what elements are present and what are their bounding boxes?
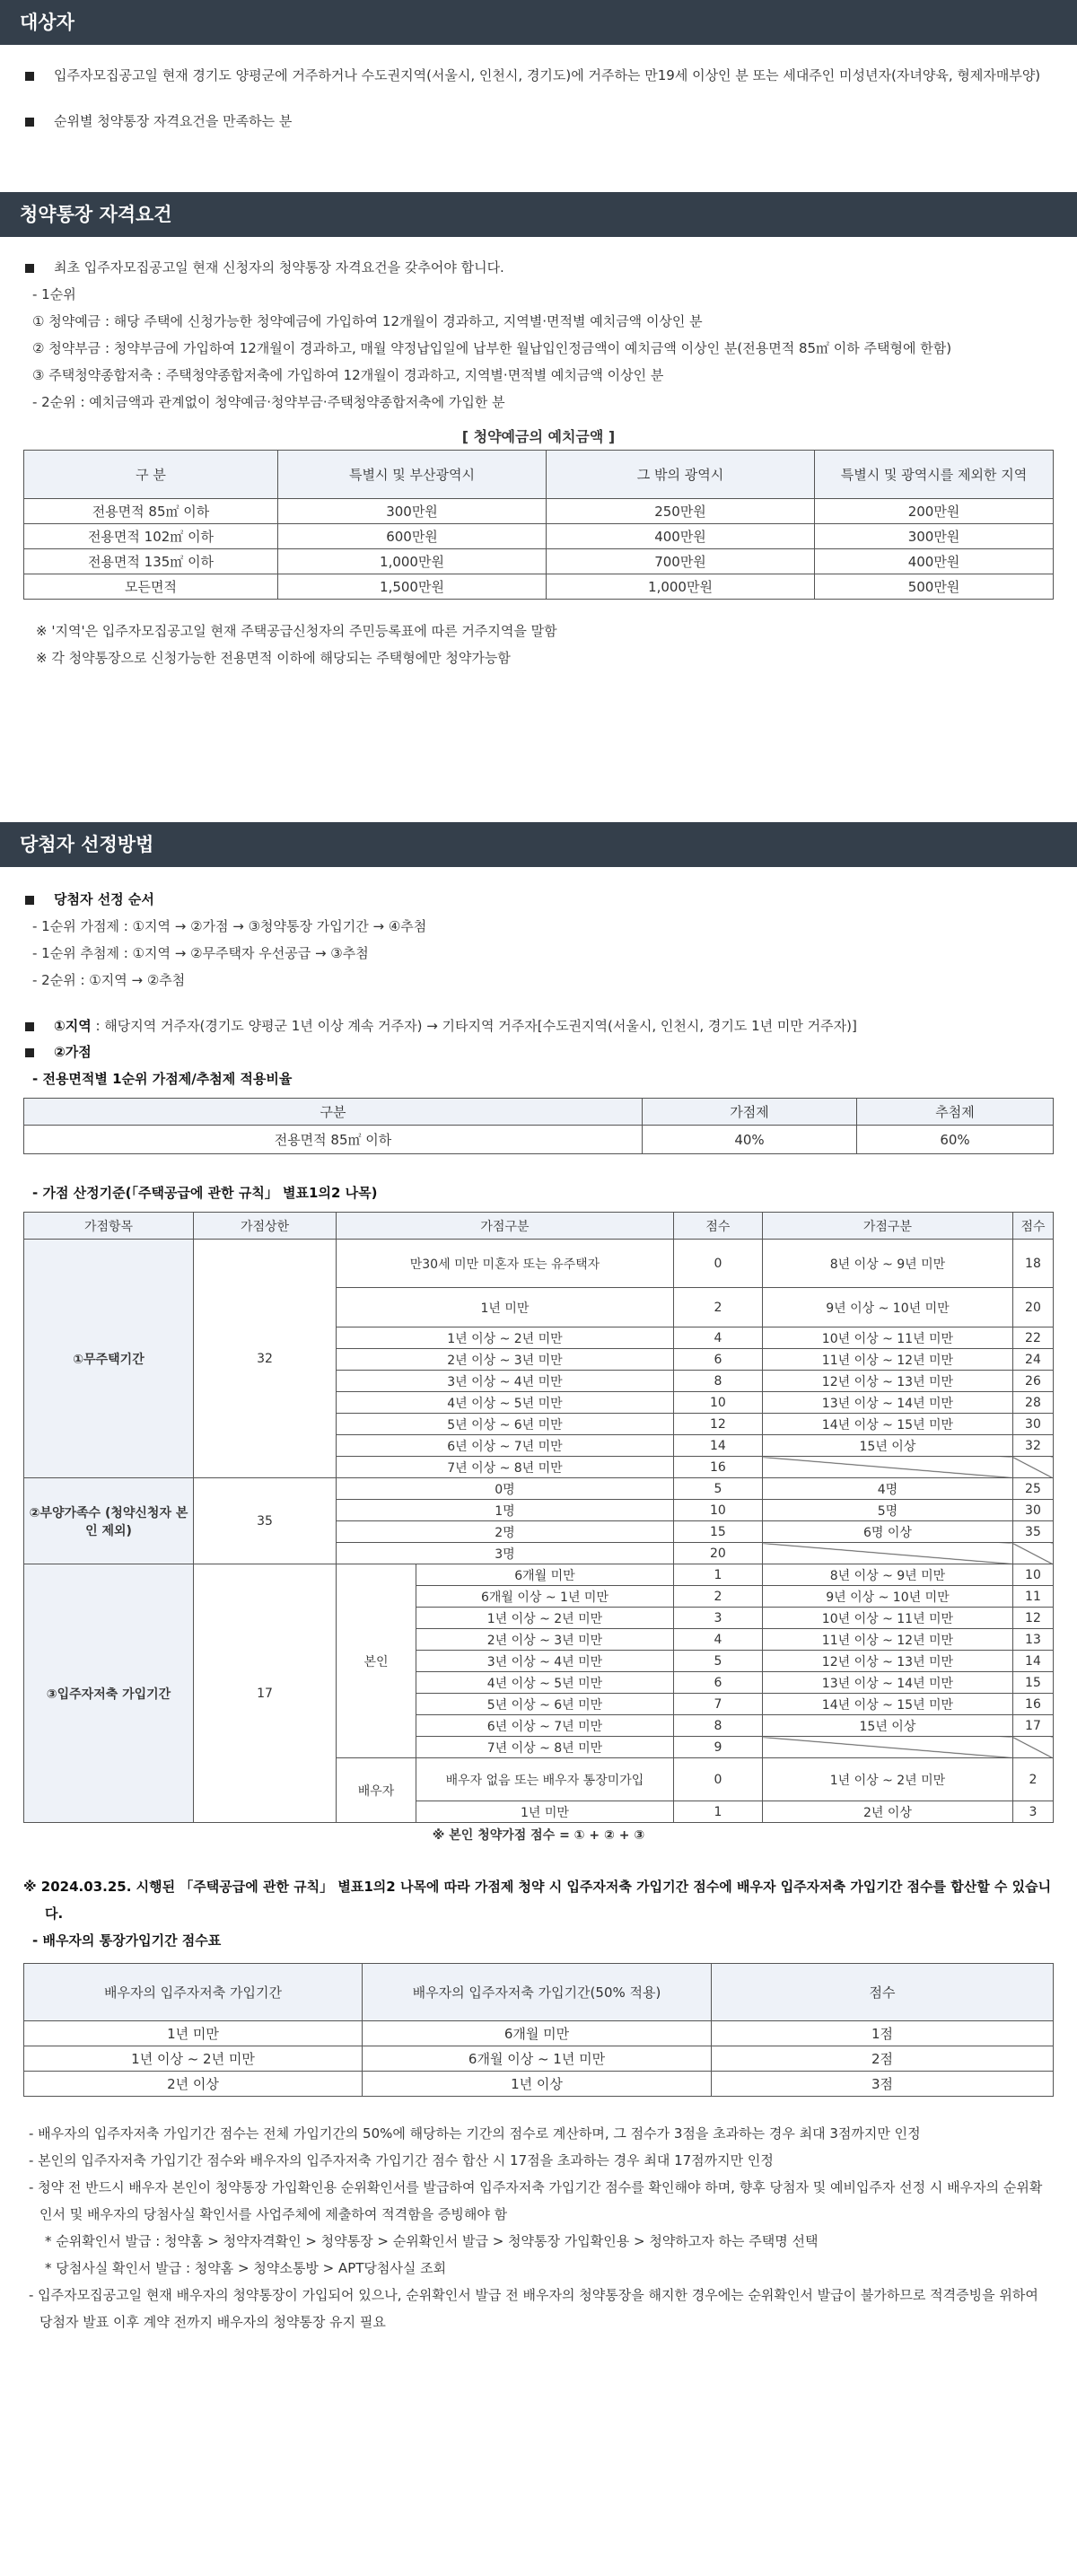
order-line-1: - 1순위 가점제 : ①지역 → ②가점 → ③청약통장 가입기간 → ④추첨 (32, 918, 427, 934)
score-range: 15년 이상 (762, 1435, 1012, 1457)
score-range: 만30세 미만 미혼자 또는 유주택자 (337, 1240, 674, 1288)
deposit-cell: 모든면적 (24, 574, 278, 600)
score-points: 1 (673, 1801, 762, 1823)
account-note-2: ※ 각 청약통장으로 신청가능한 전용면적 이하에 해당되는 주택형에만 청약가능함 (36, 650, 511, 666)
region-label: ①지역 (54, 1018, 92, 1034)
deposit-table-title: [ 청약예금의 예치금액 ] (461, 428, 616, 445)
score-range: 2명 (337, 1521, 674, 1543)
score-points: 6 (673, 1672, 762, 1694)
empty-cell (762, 1737, 1012, 1758)
score-range: 배우자 없음 또는 배우자 통장미가입 (416, 1758, 674, 1801)
account-note-1: ※ '지역'은 입주자모집공고일 현재 주택공급신청자의 주민등록표에 따른 거주지역을 말함 (36, 623, 557, 639)
score-range: 2년 이상 ~ 3년 미만 (337, 1349, 674, 1371)
score-max: 35 (194, 1478, 337, 1564)
score-header: 점수 (1012, 1213, 1053, 1240)
deposit-cell: 전용면적 135㎡ 이하 (24, 549, 278, 574)
deposit-row (24, 499, 1054, 524)
deposit-cell: 200만원 (815, 499, 1054, 524)
score-points: 20 (1012, 1288, 1053, 1327)
score-range: 10년 이상 ~ 11년 미만 (762, 1608, 1012, 1629)
score-item-label: ②부양가족수 (청약신청자 본인 제외) (24, 1478, 194, 1564)
score-table (23, 1212, 1054, 1846)
score-points: 4 (673, 1629, 762, 1651)
deposit-cell: 전용면적 85㎡ 이하 (24, 499, 278, 524)
target-bullet-1: 입주자모집공고일 현재 경기도 양평군에 거주하거나 수도권지역(서울시, 인천시, 경기도)에 거주하는 만19세 이상인 분 또는 세대주인 미성년자(자녀양육, 형제자매부양) (23, 63, 1054, 89)
deposit-cell: 1,500만원 (278, 574, 547, 600)
score-range: 1년 이상 ~ 2년 미만 (762, 1758, 1012, 1801)
footnote-1: - 배우자의 입주자저축 가입기간 점수는 전체 가입기간의 50%에 해당하는 기간의 점수로 계산하며, 그 점수가 3점을 초과하는 경우 최대 3점까지만 인정 (29, 2125, 921, 2142)
spouse-header: 점수 (712, 1963, 1054, 2020)
score-points: 5 (673, 1478, 762, 1500)
ratio-cell: 전용면적 85㎡ 이하 (24, 1126, 643, 1154)
account-line-1: - 1순위 (32, 286, 76, 302)
score-points: 17 (1012, 1715, 1053, 1737)
spouse-table-caption: - 배우자의 통장가입기간 점수표 (32, 1932, 222, 1949)
score-points: 4 (673, 1327, 762, 1349)
score-points: 14 (1012, 1651, 1053, 1672)
spouse-cell: 2년 이상 (24, 2071, 363, 2096)
score-points: 7 (673, 1694, 762, 1715)
deposit-header: 구 분 (24, 451, 278, 499)
score-range: 3명 (337, 1543, 674, 1564)
ratio-caption: - 전용면적별 1순위 가점제/추첨제 적용비율 (32, 1071, 293, 1087)
ratio-cell: 40% (643, 1126, 857, 1154)
empty-cell (762, 1457, 1012, 1478)
score-subgroup: 본인 (337, 1564, 416, 1758)
score-range: 9년 이상 ~ 10년 미만 (762, 1586, 1012, 1608)
spouse-cell: 1년 이상 (363, 2071, 712, 2096)
score-header: 가점구분 (762, 1213, 1012, 1240)
score-range: 11년 이상 ~ 12년 미만 (762, 1349, 1012, 1371)
deposit-cell: 300만원 (815, 524, 1054, 549)
spouse-header: 배우자의 입주자저축 가입기간(50% 적용) (363, 1963, 712, 2020)
score-row (24, 1240, 1054, 1288)
deposit-cell: 250만원 (547, 499, 815, 524)
account-line-4: ③ 주택청약종합저축 : 주택청약종합저축에 가입하여 12개월이 경과하고, 지역별·면적별 예치금액 이상인 분 (32, 367, 664, 383)
spouse-row (24, 2046, 1054, 2071)
section-selection-body (0, 867, 1077, 2335)
score-item-label: ③입주자저축 가입기간 (24, 1564, 194, 1823)
spouse-note: ※ 2024.03.25. 시행된 「주택공급에 관한 규칙」 별표1의2 나목에 따라 가점제 청약 시 입주자저축 가입기간 점수에 배우자 입주자저축 가입기간 점수를 합산할 수 있습니다. (23, 1878, 1052, 1922)
section-target-body (0, 45, 1077, 192)
score-points: 0 (673, 1758, 762, 1801)
score-points: 24 (1012, 1349, 1053, 1371)
spouse-cell: 1년 미만 (24, 2020, 363, 2046)
score-range: 15년 이상 (762, 1715, 1012, 1737)
deposit-cell: 600만원 (278, 524, 547, 549)
score-points: 30 (1012, 1500, 1053, 1521)
empty-cell (1012, 1457, 1053, 1478)
score-range: 3년 이상 ~ 4년 미만 (337, 1371, 674, 1392)
score-points: 26 (1012, 1371, 1053, 1392)
score-points: 1 (673, 1564, 762, 1586)
section-title-selection: 당첨자 선정방법 (0, 822, 1077, 867)
footnote-3: - 청약 전 반드시 배우자 본인이 청약통장 가입확인용 순위확인서를 발급하여 입주자저축 가입기간 점수를 확인해야 하며, 향후 당첨자 및 예비입주자 선정 시 배우자의 순위확인서 및 배우자의 당첨사실 확인서를 사업주체에 제출하여 적격함을 증빙해야 함 (29, 2178, 1043, 2222)
score-bullet: ②가점 (23, 1039, 1054, 1065)
score-points: 18 (1012, 1240, 1053, 1288)
deposit-cell: 500만원 (815, 574, 1054, 600)
score-header: 가점항목 (24, 1213, 194, 1240)
score-range: 11년 이상 ~ 12년 미만 (762, 1629, 1012, 1651)
score-range: 6개월 이상 ~ 1년 미만 (416, 1586, 674, 1608)
score-range: 13년 이상 ~ 14년 미만 (762, 1672, 1012, 1694)
deposit-row (24, 574, 1054, 600)
account-line-3: ② 청약부금 : 청약부금에 가입하여 12개월이 경과하고, 매월 약정납입일에 납부한 월납입인정금액이 예치금액 이상인 분(전용면적 85㎡ 이하 주택형에 한함) (32, 340, 952, 356)
footnote-4: * 순위확인서 발급 : 청약홈 > 청약자격확인 > 청약통장 > 순위확인서 발급 > 청약통장 가입확인용 > 청약하고자 하는 주택명 선택 (45, 2232, 819, 2249)
score-points: 13 (1012, 1629, 1053, 1651)
score-points: 22 (1012, 1327, 1053, 1349)
score-range: 12년 이상 ~ 13년 미만 (762, 1651, 1012, 1672)
region-text: : 해당지역 거주자(경기도 양평군 1년 이상 계속 거주자) → 기타지역 거주자[수도권지역(서울시, 인천시, 경기도 1년 미만 거주자)] (91, 1018, 857, 1034)
score-points: 6 (673, 1349, 762, 1371)
region-bullet (23, 1013, 1054, 1039)
score-range: 1명 (337, 1500, 674, 1521)
spouse-row (24, 2071, 1054, 2096)
deposit-table (23, 450, 1054, 600)
spouse-footnotes (23, 2120, 1054, 2335)
ratio-header: 추첨제 (857, 1099, 1054, 1126)
score-range: 12년 이상 ~ 13년 미만 (762, 1371, 1012, 1392)
score-range: 5년 이상 ~ 6년 미만 (337, 1414, 674, 1435)
score-range: 6명 이상 (762, 1521, 1012, 1543)
score-points: 25 (1012, 1478, 1053, 1500)
score-points: 32 (1012, 1435, 1053, 1457)
score-row (24, 1564, 1054, 1586)
score-points: 8 (673, 1715, 762, 1737)
score-range: 1년 이상 ~ 2년 미만 (416, 1608, 674, 1629)
ratio-header: 구분 (24, 1099, 643, 1126)
score-points: 16 (1012, 1694, 1053, 1715)
score-points: 28 (1012, 1392, 1053, 1414)
section-account-body (0, 237, 1077, 822)
score-points: 10 (673, 1392, 762, 1414)
deposit-cell: 700만원 (547, 549, 815, 574)
spouse-cell: 2점 (712, 2046, 1054, 2071)
footnote-6: - 입주자모집공고일 현재 배우자의 청약통장이 가입되어 있으나, 순위확인서 발급 전 배우자의 청약통장을 해지한 경우에는 순위확인서 발급이 불가하므로 적격증빙을 위하여 당첨자 발표 이후 계약 전까지 배우자의 청약통장 유지 필요 (29, 2286, 1038, 2330)
score-range: 1년 이상 ~ 2년 미만 (337, 1327, 674, 1349)
score-range: 14년 이상 ~ 15년 미만 (762, 1414, 1012, 1435)
empty-cell (1012, 1737, 1053, 1758)
score-points: 3 (673, 1608, 762, 1629)
spouse-table (23, 1963, 1054, 2097)
score-points: 0 (673, 1240, 762, 1288)
deposit-cell: 300만원 (278, 499, 547, 524)
deposit-header: 그 밖의 광역시 (547, 451, 815, 499)
score-points: 20 (673, 1543, 762, 1564)
score-points: 11 (1012, 1586, 1053, 1608)
spouse-cell: 6개월 이상 ~ 1년 미만 (363, 2046, 712, 2071)
deposit-cell: 1,000만원 (547, 574, 815, 600)
deposit-cell: 1,000만원 (278, 549, 547, 574)
score-header: 가점구분 (337, 1213, 674, 1240)
score-max: 17 (194, 1564, 337, 1823)
spouse-cell: 6개월 미만 (363, 2020, 712, 2046)
score-range: 7년 이상 ~ 8년 미만 (416, 1737, 674, 1758)
score-range: 10년 이상 ~ 11년 미만 (762, 1327, 1012, 1349)
spouse-cell: 1점 (712, 2020, 1054, 2046)
empty-cell (762, 1543, 1012, 1564)
score-range: 6년 이상 ~ 7년 미만 (416, 1715, 674, 1737)
score-points: 16 (673, 1457, 762, 1478)
section-title-account: 청약통장 자격요건 (0, 192, 1077, 237)
score-range: 13년 이상 ~ 14년 미만 (762, 1392, 1012, 1414)
score-max: 32 (194, 1240, 337, 1478)
ratio-table (23, 1098, 1054, 1154)
score-range: 9년 이상 ~ 10년 미만 (762, 1288, 1012, 1327)
score-range: 8년 이상 ~ 9년 미만 (762, 1240, 1012, 1288)
score-header: 점수 (673, 1213, 762, 1240)
score-subgroup: 배우자 (337, 1758, 416, 1823)
deposit-header: 특별시 및 부산광역시 (278, 451, 547, 499)
score-points: 10 (1012, 1564, 1053, 1586)
target-bullet-2: 순위별 청약통장 자격요건을 만족하는 분 (23, 109, 1054, 135)
score-points: 2 (673, 1586, 762, 1608)
score-range: 4년 이상 ~ 5년 미만 (337, 1392, 674, 1414)
score-range: 5년 이상 ~ 6년 미만 (416, 1694, 674, 1715)
ratio-cell: 60% (857, 1126, 1054, 1154)
deposit-cell: 전용면적 102㎡ 이하 (24, 524, 278, 549)
ratio-header: 가점제 (643, 1099, 857, 1126)
account-line-2: ① 청약예금 : 해당 주택에 신청가능한 청약예금에 가입하여 12개월이 경과하고, 지역별·면적별 예치금액 이상인 분 (32, 313, 703, 329)
score-row (24, 1478, 1054, 1500)
score-header-row (24, 1213, 1054, 1240)
score-range: 7년 이상 ~ 8년 미만 (337, 1457, 674, 1478)
order-line-2: - 1순위 추첨제 : ①지역 → ②무주택자 우선공급 → ③추첨 (32, 945, 369, 961)
score-range: 1년 미만 (337, 1288, 674, 1327)
score-points: 8 (673, 1371, 762, 1392)
deposit-header: 특별시 및 광역시를 제외한 지역 (815, 451, 1054, 499)
score-total-row (24, 1823, 1054, 1846)
score-item-label: ①무주택기간 (24, 1240, 194, 1478)
deposit-row (24, 524, 1054, 549)
deposit-row (24, 549, 1054, 574)
score-range: 8년 이상 ~ 9년 미만 (762, 1564, 1012, 1586)
score-points: 3 (1012, 1801, 1053, 1823)
score-points: 9 (673, 1737, 762, 1758)
score-points: 12 (1012, 1608, 1053, 1629)
order-line-3: - 2순위 : ①지역 → ②추첨 (32, 972, 186, 988)
score-points: 35 (1012, 1521, 1053, 1543)
account-line-5: - 2순위 : 예치금액과 관계없이 청약예금·청약부금·주택청약종합저축에 가입한 분 (32, 394, 505, 410)
score-range: 4년 이상 ~ 5년 미만 (416, 1672, 674, 1694)
score-points: 2 (673, 1288, 762, 1327)
score-header: 가점상한 (194, 1213, 337, 1240)
empty-cell (1012, 1543, 1053, 1564)
deposit-cell: 400만원 (547, 524, 815, 549)
score-range: 0명 (337, 1478, 674, 1500)
score-points: 10 (673, 1500, 762, 1521)
spouse-cell: 3점 (712, 2071, 1054, 2096)
score-points: 14 (673, 1435, 762, 1457)
spouse-row (24, 2020, 1054, 2046)
score-total: ※ 본인 청약가점 점수 = ① + ② + ③ (24, 1823, 1054, 1846)
footnote-2: - 본인의 입주자저축 가입기간 점수와 배우자의 입주자저축 가입기간 점수 합산 시 17점을 초과하는 경우 최대 17점까지만 인정 (29, 2151, 774, 2169)
score-points: 15 (1012, 1672, 1053, 1694)
score-range: 2년 이상 (762, 1801, 1012, 1823)
score-range: 1년 미만 (416, 1801, 674, 1823)
order-bullet: 당첨자 선정 순서 (23, 887, 1054, 913)
score-range: 6개월 미만 (416, 1564, 674, 1586)
deposit-cell: 400만원 (815, 549, 1054, 574)
account-bullet: 최초 입주자모집공고일 현재 신청자의 청약통장 자격요건을 갖추어야 합니다. (23, 255, 1054, 281)
spouse-header: 배우자의 입주자저축 가입기간 (24, 1963, 363, 2020)
score-range: 3년 이상 ~ 4년 미만 (416, 1651, 674, 1672)
score-range: 2년 이상 ~ 3년 미만 (416, 1629, 674, 1651)
score-range: 5명 (762, 1500, 1012, 1521)
score-points: 12 (673, 1414, 762, 1435)
spouse-cell: 1년 이상 ~ 2년 미만 (24, 2046, 363, 2071)
score-points: 30 (1012, 1414, 1053, 1435)
section-title-target: 대상자 (0, 0, 1077, 45)
score-points: 15 (673, 1521, 762, 1543)
score-points: 5 (673, 1651, 762, 1672)
score-criteria-caption: - 가점 산정기준(「주택공급에 관한 규칙」 별표1의2 나목) (32, 1185, 378, 1201)
score-points: 2 (1012, 1758, 1053, 1801)
score-range: 14년 이상 ~ 15년 미만 (762, 1694, 1012, 1715)
score-range: 6년 이상 ~ 7년 미만 (337, 1435, 674, 1457)
score-range: 4명 (762, 1478, 1012, 1500)
footnote-5: * 당첨사실 확인서 발급 : 청약홈 > 청약소통방 > APT당첨사실 조회 (45, 2259, 447, 2276)
